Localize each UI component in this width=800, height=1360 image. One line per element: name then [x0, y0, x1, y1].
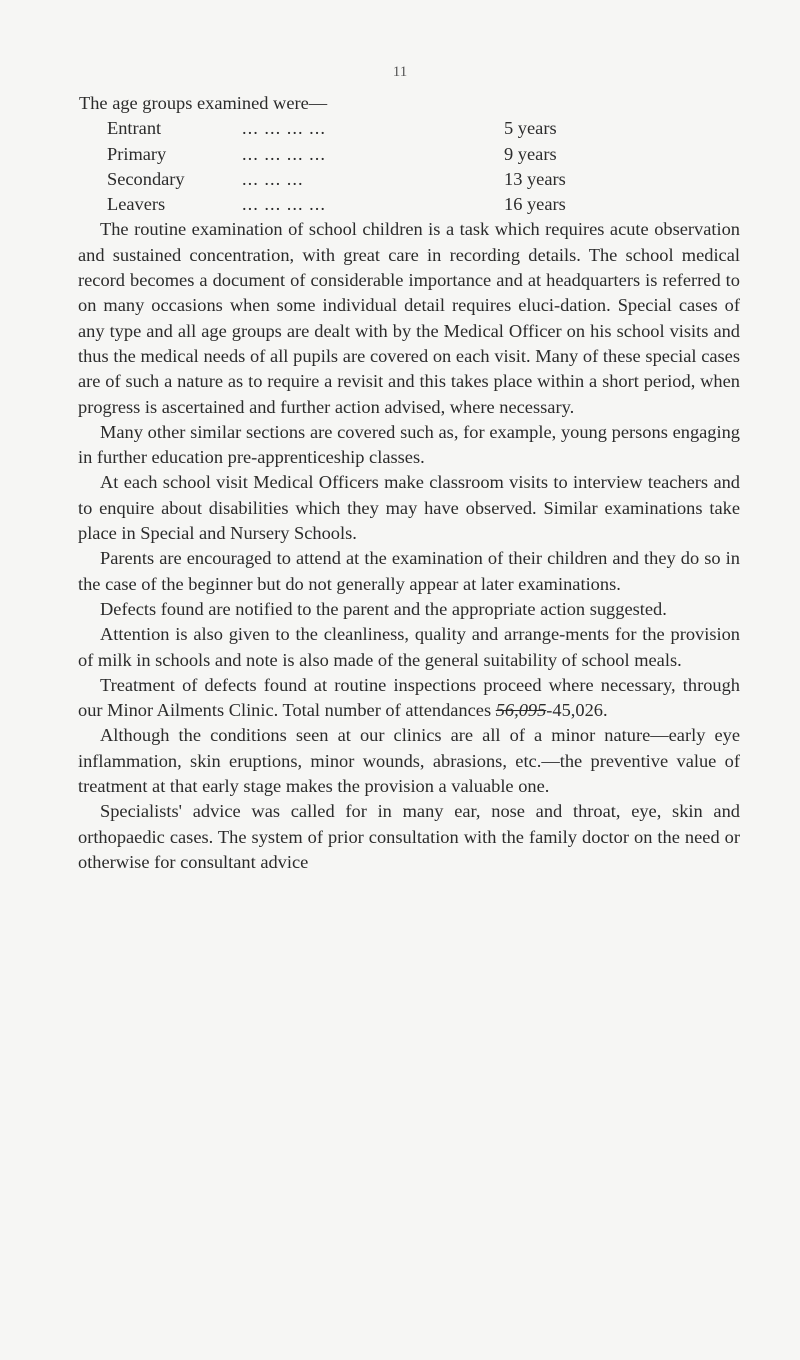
corrected-attendance-figure: -45,026.: [546, 700, 608, 721]
age-group-label: Leavers: [107, 194, 166, 215]
treatment-paragraph: [78, 673, 740, 724]
leader-dots: ... ... ... ...: [242, 118, 326, 139]
age-group-row: [107, 116, 617, 141]
age-group-label: Entrant: [107, 118, 162, 139]
age-group-row: [107, 142, 617, 167]
age-group-value: 16 years: [504, 194, 566, 215]
age-group-row: [107, 192, 617, 217]
age-group-row: [107, 167, 617, 192]
paragraph: Specialists' advice was called for in many ear, nose and throat, eye, skin and orthopaedic cases. The system of prior consultation with the family doctor on the need or otherwise for consultant advice: [78, 801, 740, 872]
page-number: 11: [392, 64, 408, 80]
leader-dots: ... ... ... ...: [242, 194, 326, 215]
paragraph: Parents are encouraged to attend at the examination of their children and they do so in the case of the beginner but do not generally appear at later examinations.: [78, 548, 740, 594]
document-body: [78, 91, 740, 875]
leader-dots: ... ... ...: [242, 168, 304, 189]
age-group-value: 5 years: [504, 118, 557, 139]
age-group-value: 13 years: [504, 168, 566, 189]
paragraph: At each school visit Medical Officers make classroom visits to interview teachers and to enquire about disabilities which they may have observed. Similar examinations take place in Special and Nursery Schools.: [78, 472, 740, 544]
treatment-text: Treatment of defects found at routine inspections proceed where necessary, through our Minor Ailments Clinic. Total number of attendances: [78, 674, 740, 721]
age-group-value: 9 years: [504, 143, 557, 164]
paragraph: Attention is also given to the cleanliness, quality and arrange-ments for the provision of milk in schools and note is also made of the general suitability of school meals.: [78, 624, 740, 670]
paragraph: Many other similar sections are covered such as, for example, young persons engaging in further education pre-apprenticeship classes.: [78, 421, 740, 468]
paragraph: Defects found are notified to the parent and the appropriate action suggested.: [100, 598, 667, 619]
age-group-label: Primary: [107, 143, 167, 164]
struck-attendance-figure: 56,095: [495, 700, 547, 721]
age-groups-table: [107, 116, 617, 217]
age-group-label: Secondary: [107, 168, 185, 189]
age-groups-intro: The age groups examined were—: [79, 93, 328, 113]
paragraph: The routine examination of school children is a task which requires acute observation and sustained concentration, with great care in recording details. The school medical record becomes a document of considerable importance and at headquarters is referred to on many occasions when some individual detail requires eluci-dation. Special cases of any type and all age groups are dealt with by the Medical Officer on his school visits and thus the medical needs of all pupils are covered on each visit. Many of these special cases are of such a nature as to require a revisit and this takes place within a short period, when progress is ascertained and further action advised, where necessary.: [78, 219, 740, 417]
paragraph: Although the conditions seen at our clinics are all of a minor nature—early eye inflammation, skin eruptions, minor wounds, abrasions, etc.—the preventive value of treatment at that early stage makes the provision a valuable one.: [78, 725, 740, 797]
leader-dots: ... ... ... ...: [242, 143, 326, 164]
